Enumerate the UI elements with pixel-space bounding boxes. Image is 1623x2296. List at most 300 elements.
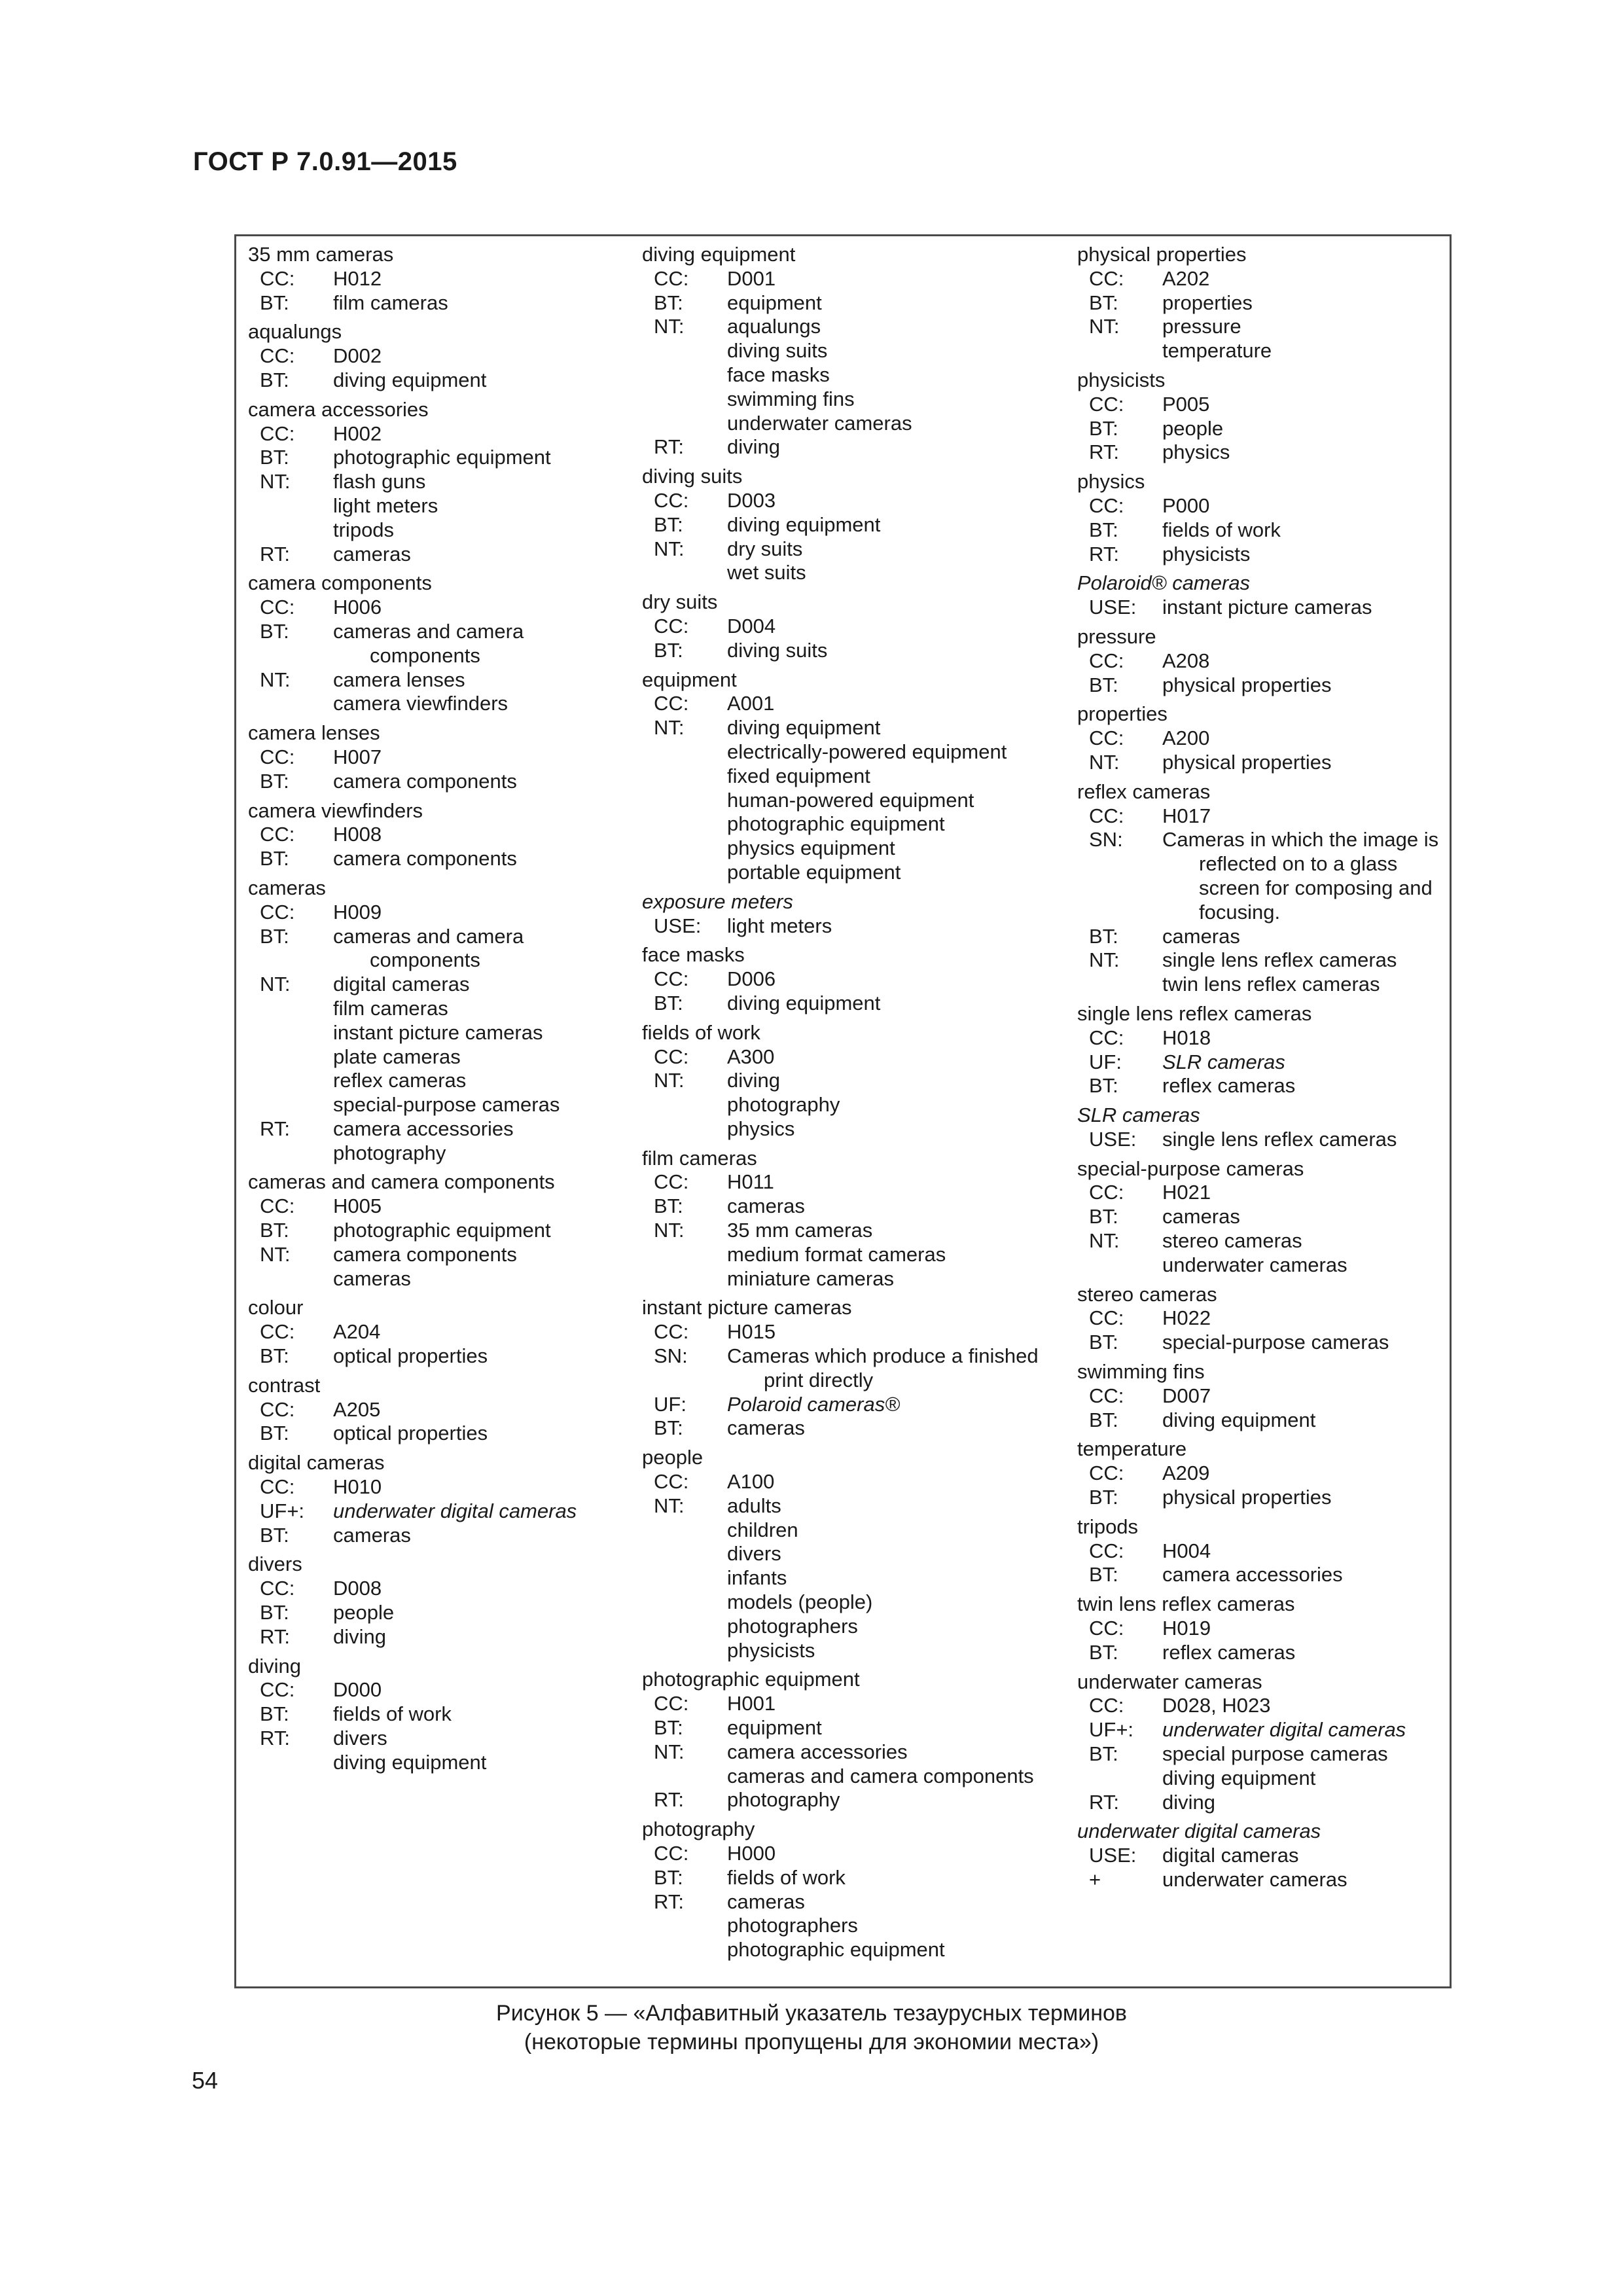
entry-term: physicists bbox=[1077, 368, 1166, 391]
entry-relation bbox=[248, 901, 577, 925]
relation-code: USE: bbox=[1089, 1844, 1137, 1867]
relation-code: RT: bbox=[654, 1788, 684, 1812]
relation-code: CC: bbox=[260, 344, 295, 368]
relation-code: CC: bbox=[1089, 1384, 1124, 1407]
relation-value: equipment bbox=[727, 291, 822, 314]
relation-value: tripods bbox=[333, 518, 395, 541]
relation-values bbox=[727, 1194, 805, 1219]
relation-code: NT: bbox=[260, 470, 291, 493]
entry-term: tripods bbox=[1077, 1515, 1139, 1538]
entry-term: photography bbox=[642, 1818, 755, 1841]
entry-term: twin lens reflex cameras bbox=[1077, 1592, 1295, 1616]
relation-value: temperature bbox=[1162, 339, 1272, 363]
relation-values bbox=[333, 1194, 382, 1219]
entry-relation bbox=[248, 543, 577, 567]
entry-relation bbox=[642, 1890, 1039, 1962]
relation-values bbox=[1162, 267, 1209, 291]
relation-code: RT: bbox=[654, 1890, 684, 1913]
relation-value: H021 bbox=[1162, 1181, 1211, 1204]
relation-code: NT: bbox=[1089, 948, 1120, 972]
relation-values bbox=[727, 1716, 822, 1740]
relation-value: P005 bbox=[1162, 392, 1210, 416]
entry-term: aqualungs bbox=[248, 320, 342, 344]
relation-value: infants bbox=[727, 1566, 787, 1590]
relation-values bbox=[333, 668, 508, 717]
relation-values bbox=[727, 291, 822, 315]
relation-value: photography bbox=[727, 1093, 840, 1117]
relation-value: photographers bbox=[727, 1614, 858, 1638]
relation-code: NT: bbox=[260, 1242, 291, 1266]
relation-value: H018 bbox=[1162, 1026, 1211, 1049]
entry-relation bbox=[1077, 1026, 1438, 1050]
relation-value: camera accessories bbox=[333, 1117, 514, 1140]
relation-code: CC: bbox=[1089, 1026, 1124, 1049]
relation-values bbox=[1162, 1408, 1315, 1433]
relation-code: CC: bbox=[1089, 1617, 1124, 1640]
relation-code: NT: bbox=[654, 537, 685, 560]
entry-relation bbox=[642, 1866, 1039, 1890]
relation-values bbox=[333, 1398, 380, 1422]
relation-code: CC: bbox=[1089, 1539, 1124, 1562]
index-entry bbox=[642, 668, 1039, 885]
relation-code: BT: bbox=[260, 368, 289, 391]
entry-term: fields of work bbox=[642, 1020, 760, 1044]
relation-value: underwater cameras bbox=[1162, 1868, 1347, 1891]
entry-relation bbox=[248, 668, 577, 717]
relation-values bbox=[1162, 1486, 1331, 1510]
entry-relation bbox=[642, 992, 1039, 1016]
relation-value: A208 bbox=[1162, 649, 1210, 672]
relation-value: H000 bbox=[727, 1842, 776, 1865]
relation-value: components bbox=[370, 948, 480, 972]
relation-code: + bbox=[1089, 1868, 1101, 1891]
entry-term: diving equipment bbox=[642, 243, 796, 266]
relation-values bbox=[333, 1625, 386, 1649]
entry-relation bbox=[1077, 267, 1438, 291]
relation-values bbox=[333, 1475, 382, 1499]
entry-relation bbox=[642, 513, 1039, 537]
entry-relation bbox=[642, 615, 1039, 639]
relation-value: properties bbox=[1162, 291, 1253, 314]
entry-term: Polaroid® cameras bbox=[1077, 571, 1251, 595]
relation-values bbox=[333, 1601, 394, 1625]
relation-code: USE: bbox=[1089, 1127, 1137, 1151]
entry-relation bbox=[642, 1344, 1039, 1393]
index-entry bbox=[248, 1655, 577, 1775]
entry-relation bbox=[1077, 1205, 1438, 1229]
index-entry bbox=[1077, 1002, 1438, 1098]
relation-code: BT: bbox=[1089, 1408, 1118, 1431]
entry-relation bbox=[1077, 1306, 1438, 1331]
index-entry bbox=[642, 243, 1039, 459]
relation-code: CC: bbox=[260, 900, 295, 924]
relation-code: BT: bbox=[1089, 1486, 1118, 1509]
relation-code: BT: bbox=[260, 446, 289, 469]
relation-value: D007 bbox=[1162, 1384, 1211, 1407]
relation-value: D002 bbox=[333, 344, 382, 368]
relation-code: RT: bbox=[260, 1117, 290, 1140]
relation-value: optical properties bbox=[333, 1344, 488, 1368]
entry-term: camera lenses bbox=[248, 721, 380, 745]
relation-code: CC: bbox=[654, 1170, 689, 1194]
entry-relation bbox=[248, 1243, 577, 1291]
relation-values bbox=[1162, 1641, 1295, 1665]
entry-relation bbox=[248, 1219, 577, 1243]
thesaurus-index-figure bbox=[234, 234, 1452, 1988]
entry-relation bbox=[1077, 828, 1438, 924]
relation-code: UF: bbox=[1089, 1050, 1122, 1073]
entry-relation bbox=[1077, 1563, 1438, 1587]
relation-code: NT: bbox=[1089, 315, 1120, 338]
entry-relation bbox=[642, 914, 1039, 939]
index-entry bbox=[642, 890, 1039, 939]
entry-relation bbox=[642, 291, 1039, 315]
relation-values bbox=[333, 1727, 486, 1775]
relation-values bbox=[333, 1702, 452, 1727]
entry-term: cameras bbox=[248, 876, 326, 899]
relation-values bbox=[727, 1692, 776, 1716]
index-entry bbox=[248, 1170, 577, 1291]
relation-values bbox=[1162, 494, 1209, 518]
entry-relation bbox=[642, 1194, 1039, 1219]
relation-values bbox=[333, 291, 448, 315]
index-entry bbox=[248, 1296, 577, 1368]
relation-values bbox=[1162, 1791, 1215, 1815]
entry-relation bbox=[1077, 518, 1438, 543]
relation-values bbox=[727, 1842, 776, 1866]
caption-line-2: (некоторые термины пропущены для экономии места») bbox=[524, 2030, 1099, 2054]
relation-code: CC: bbox=[1089, 266, 1124, 290]
relation-value: physics equipment bbox=[727, 836, 895, 860]
relation-code: BT: bbox=[260, 619, 289, 643]
relation-value: cameras bbox=[333, 542, 411, 565]
relation-code: BT: bbox=[1089, 1205, 1118, 1229]
relation-value: A300 bbox=[727, 1045, 775, 1068]
relation-code: RT: bbox=[654, 435, 684, 459]
index-entry bbox=[1077, 1437, 1438, 1509]
relation-values bbox=[727, 1416, 805, 1441]
relation-code: BT: bbox=[1089, 1742, 1118, 1766]
relation-value: D003 bbox=[727, 488, 776, 512]
entry-relation bbox=[248, 291, 577, 315]
relation-values bbox=[333, 446, 551, 470]
entry-relation bbox=[248, 973, 577, 1117]
relation-code: CC: bbox=[260, 596, 295, 619]
entry-term: temperature bbox=[1077, 1437, 1187, 1461]
relation-code: CC: bbox=[260, 1194, 295, 1218]
relation-code: BT: bbox=[1089, 518, 1118, 541]
relation-code: BT: bbox=[260, 769, 289, 793]
relation-value: A001 bbox=[727, 692, 775, 715]
relation-code: BT: bbox=[654, 638, 683, 662]
entry-relation bbox=[1077, 494, 1438, 518]
entry-relation bbox=[642, 1416, 1039, 1441]
index-entry bbox=[1077, 1360, 1438, 1432]
entry-relation bbox=[248, 267, 577, 291]
relation-value: fixed equipment bbox=[727, 764, 870, 787]
relation-value: camera lenses bbox=[333, 668, 465, 691]
entry-relation bbox=[248, 470, 577, 542]
relation-values bbox=[727, 1045, 774, 1069]
entry-relation bbox=[248, 1577, 577, 1601]
relation-value: diving bbox=[333, 1624, 386, 1648]
relation-code: BT: bbox=[654, 1194, 683, 1218]
entry-term: SLR cameras bbox=[1077, 1103, 1200, 1127]
relation-value: underwater digital cameras bbox=[1162, 1718, 1406, 1742]
relation-values bbox=[727, 1494, 872, 1663]
relation-values bbox=[333, 1219, 551, 1243]
relation-value: A202 bbox=[1162, 266, 1210, 290]
relation-value: instant picture cameras bbox=[1162, 596, 1372, 619]
entry-relation bbox=[248, 1320, 577, 1344]
relation-values bbox=[333, 901, 382, 925]
entry-relation bbox=[248, 422, 577, 446]
relation-value: A200 bbox=[1162, 726, 1210, 750]
relation-code: CC: bbox=[654, 692, 689, 715]
relation-code: BT: bbox=[1089, 1074, 1118, 1098]
entry-term: dry suits bbox=[642, 590, 718, 614]
relation-code: CC: bbox=[260, 823, 295, 846]
relation-values bbox=[1162, 291, 1253, 315]
relation-value: people bbox=[1162, 416, 1224, 440]
index-entry bbox=[248, 571, 577, 716]
relation-values bbox=[333, 1117, 514, 1166]
relation-code: BT: bbox=[260, 847, 289, 870]
relation-code: CC: bbox=[1089, 649, 1124, 672]
index-entry bbox=[1077, 702, 1438, 774]
relation-values bbox=[333, 1344, 488, 1369]
relation-values bbox=[1162, 1181, 1211, 1205]
relation-value: A205 bbox=[333, 1397, 381, 1421]
relation-code: CC: bbox=[654, 1470, 689, 1494]
relation-value: swimming fins bbox=[727, 387, 855, 410]
relation-code: CC: bbox=[654, 1842, 689, 1865]
relation-value: pressure bbox=[1162, 315, 1241, 338]
relation-value: models (people) bbox=[727, 1590, 873, 1614]
relation-value: cameras bbox=[1162, 1205, 1240, 1229]
entry-relation bbox=[642, 1393, 1039, 1417]
relation-values bbox=[727, 1866, 846, 1890]
entry-relation bbox=[642, 315, 1039, 435]
relation-values bbox=[727, 692, 774, 716]
relation-value: H011 bbox=[727, 1170, 774, 1194]
relation-value: cameras bbox=[1162, 924, 1240, 948]
entry-relation bbox=[248, 1422, 577, 1446]
entry-relation bbox=[248, 925, 577, 973]
relation-values bbox=[333, 620, 524, 668]
relation-code: CC: bbox=[260, 745, 295, 768]
relation-value: diving equipment bbox=[727, 512, 881, 536]
relation-code: BT: bbox=[260, 924, 289, 948]
relation-value: physics bbox=[1162, 440, 1230, 464]
relation-code: NT: bbox=[654, 1740, 685, 1763]
relation-values bbox=[333, 344, 382, 368]
relation-value: underwater cameras bbox=[727, 411, 912, 435]
relation-value: film cameras bbox=[333, 996, 448, 1020]
index-entry bbox=[248, 1374, 577, 1446]
relation-code: NT: bbox=[654, 1494, 685, 1517]
entry-relation bbox=[642, 1740, 1039, 1789]
relation-code: CC: bbox=[1089, 392, 1124, 416]
relation-value: diving suits bbox=[727, 638, 828, 662]
relation-values bbox=[727, 615, 776, 639]
relation-code: CC: bbox=[1089, 1181, 1124, 1204]
relation-value: components bbox=[370, 643, 480, 667]
relation-value: fields of work bbox=[1162, 518, 1281, 541]
relation-values bbox=[1162, 1026, 1211, 1050]
relation-value: cameras bbox=[727, 1890, 805, 1913]
relation-values bbox=[1162, 393, 1209, 417]
relation-code: NT: bbox=[1089, 1229, 1120, 1253]
entry-term: single lens reflex cameras bbox=[1077, 1001, 1312, 1025]
entry-term: physical properties bbox=[1077, 243, 1247, 266]
relation-code: CC: bbox=[654, 488, 689, 512]
relation-value: divers bbox=[727, 1542, 781, 1566]
entry-relation bbox=[1077, 948, 1438, 997]
entry-relation bbox=[248, 770, 577, 794]
entry-relation bbox=[1077, 1229, 1438, 1278]
index-entry bbox=[248, 1552, 577, 1649]
relation-value: print directly bbox=[764, 1368, 874, 1391]
relation-value: portable equipment bbox=[727, 860, 901, 884]
index-entry bbox=[1077, 243, 1438, 363]
index-entry bbox=[1077, 625, 1438, 697]
entry-term: instant picture cameras bbox=[642, 1296, 852, 1319]
relation-code: BT: bbox=[654, 1716, 683, 1740]
relation-values bbox=[333, 770, 517, 794]
relation-code: CC: bbox=[1089, 726, 1124, 750]
relation-values bbox=[333, 368, 486, 393]
relation-values bbox=[727, 267, 776, 291]
relation-code: CC: bbox=[260, 266, 295, 290]
entry-term: exposure meters bbox=[642, 889, 793, 913]
relation-value: light meters bbox=[727, 914, 832, 937]
index-entry bbox=[642, 1147, 1039, 1291]
relation-value: children bbox=[727, 1518, 798, 1541]
relation-code: BT: bbox=[654, 1865, 683, 1889]
relation-value: physical properties bbox=[1162, 1486, 1332, 1509]
entry-term: underwater digital cameras bbox=[1077, 1820, 1321, 1843]
index-entry bbox=[248, 721, 577, 793]
relation-value: H007 bbox=[333, 745, 382, 768]
entry-term: film cameras bbox=[642, 1146, 757, 1170]
relation-value: cameras bbox=[727, 1194, 805, 1218]
index-entry bbox=[1077, 470, 1438, 566]
relation-values bbox=[1162, 649, 1209, 673]
relation-value: A209 bbox=[1162, 1462, 1210, 1485]
entry-relation bbox=[1077, 1641, 1438, 1665]
relation-value: diving equipment bbox=[1162, 1766, 1316, 1789]
relation-value: camera components bbox=[333, 1242, 517, 1266]
entry-relation bbox=[1077, 1791, 1438, 1815]
relation-values bbox=[333, 1577, 382, 1601]
relation-code: BT: bbox=[654, 1416, 683, 1440]
entry-relation bbox=[1077, 1408, 1438, 1433]
relation-value: cameras and camera bbox=[333, 924, 524, 948]
relation-values bbox=[727, 639, 827, 663]
relation-values bbox=[727, 1320, 776, 1344]
relation-values bbox=[1162, 1694, 1270, 1718]
entry-term: colour bbox=[248, 1296, 304, 1319]
relation-values bbox=[727, 1740, 1034, 1789]
relation-values bbox=[333, 1422, 488, 1446]
relation-values bbox=[1162, 673, 1331, 698]
relation-values bbox=[333, 543, 411, 567]
relation-value: camera components bbox=[333, 769, 517, 793]
relation-code: SN: bbox=[1089, 828, 1123, 852]
index-entry bbox=[1077, 571, 1438, 620]
entry-term: divers bbox=[248, 1552, 302, 1576]
relation-value: single lens reflex cameras bbox=[1162, 1127, 1397, 1151]
relation-values bbox=[1162, 1229, 1347, 1278]
relation-value: SLR cameras bbox=[1162, 1050, 1285, 1073]
entry-relation bbox=[642, 1716, 1039, 1740]
relation-values bbox=[727, 1219, 946, 1291]
entry-relation bbox=[642, 692, 1039, 716]
relation-values bbox=[727, 914, 832, 939]
entry-relation bbox=[1077, 804, 1438, 829]
relation-values bbox=[1162, 1563, 1343, 1587]
relation-value: wet suits bbox=[727, 561, 806, 584]
relation-values bbox=[1162, 1718, 1406, 1742]
index-entry bbox=[248, 320, 577, 392]
index-entry bbox=[1077, 368, 1438, 465]
relation-value: instant picture cameras bbox=[333, 1020, 543, 1044]
relation-values bbox=[1162, 1205, 1240, 1229]
entry-relation bbox=[642, 1069, 1039, 1141]
relation-values bbox=[333, 1243, 517, 1291]
relation-value: physicists bbox=[727, 1638, 815, 1662]
relation-values bbox=[1162, 726, 1209, 751]
relation-code: BT: bbox=[1089, 1640, 1118, 1664]
relation-code: RT: bbox=[260, 1624, 290, 1648]
relation-values bbox=[1162, 1331, 1389, 1355]
entry-relation bbox=[248, 446, 577, 470]
relation-values bbox=[727, 537, 806, 586]
relation-value: P000 bbox=[1162, 493, 1210, 517]
relation-values bbox=[727, 489, 776, 513]
relation-value: D001 bbox=[727, 266, 776, 290]
relation-values bbox=[333, 422, 382, 446]
relation-value: photography bbox=[727, 1788, 840, 1812]
relation-code: UF+: bbox=[1089, 1718, 1134, 1742]
relation-value: optical properties bbox=[333, 1422, 488, 1445]
relation-code: CC: bbox=[1089, 1306, 1124, 1330]
relation-value: photographic equipment bbox=[727, 812, 945, 836]
relation-values bbox=[1162, 1868, 1347, 1892]
entry-relation bbox=[1077, 1331, 1438, 1355]
entry-relation bbox=[1077, 543, 1438, 567]
index-column-3 bbox=[1077, 243, 1438, 1897]
figure-caption bbox=[0, 1999, 1623, 2056]
relation-code: NT: bbox=[654, 1069, 685, 1092]
entry-relation bbox=[1077, 726, 1438, 751]
entry-relation bbox=[1077, 1462, 1438, 1486]
index-column-2 bbox=[642, 243, 1039, 1967]
entry-term: underwater cameras bbox=[1077, 1670, 1262, 1693]
relation-code: CC: bbox=[654, 1045, 689, 1068]
relation-values bbox=[333, 1499, 577, 1524]
relation-code: BT: bbox=[1089, 416, 1118, 440]
index-entry bbox=[642, 590, 1039, 662]
relation-code: NT: bbox=[654, 315, 685, 338]
relation-value: cameras and camera components bbox=[727, 1764, 1034, 1787]
relation-values bbox=[333, 847, 517, 871]
entry-relation bbox=[642, 716, 1039, 885]
entry-relation bbox=[1077, 1050, 1438, 1075]
relation-value: cameras bbox=[333, 1266, 411, 1290]
entry-relation bbox=[248, 1625, 577, 1649]
